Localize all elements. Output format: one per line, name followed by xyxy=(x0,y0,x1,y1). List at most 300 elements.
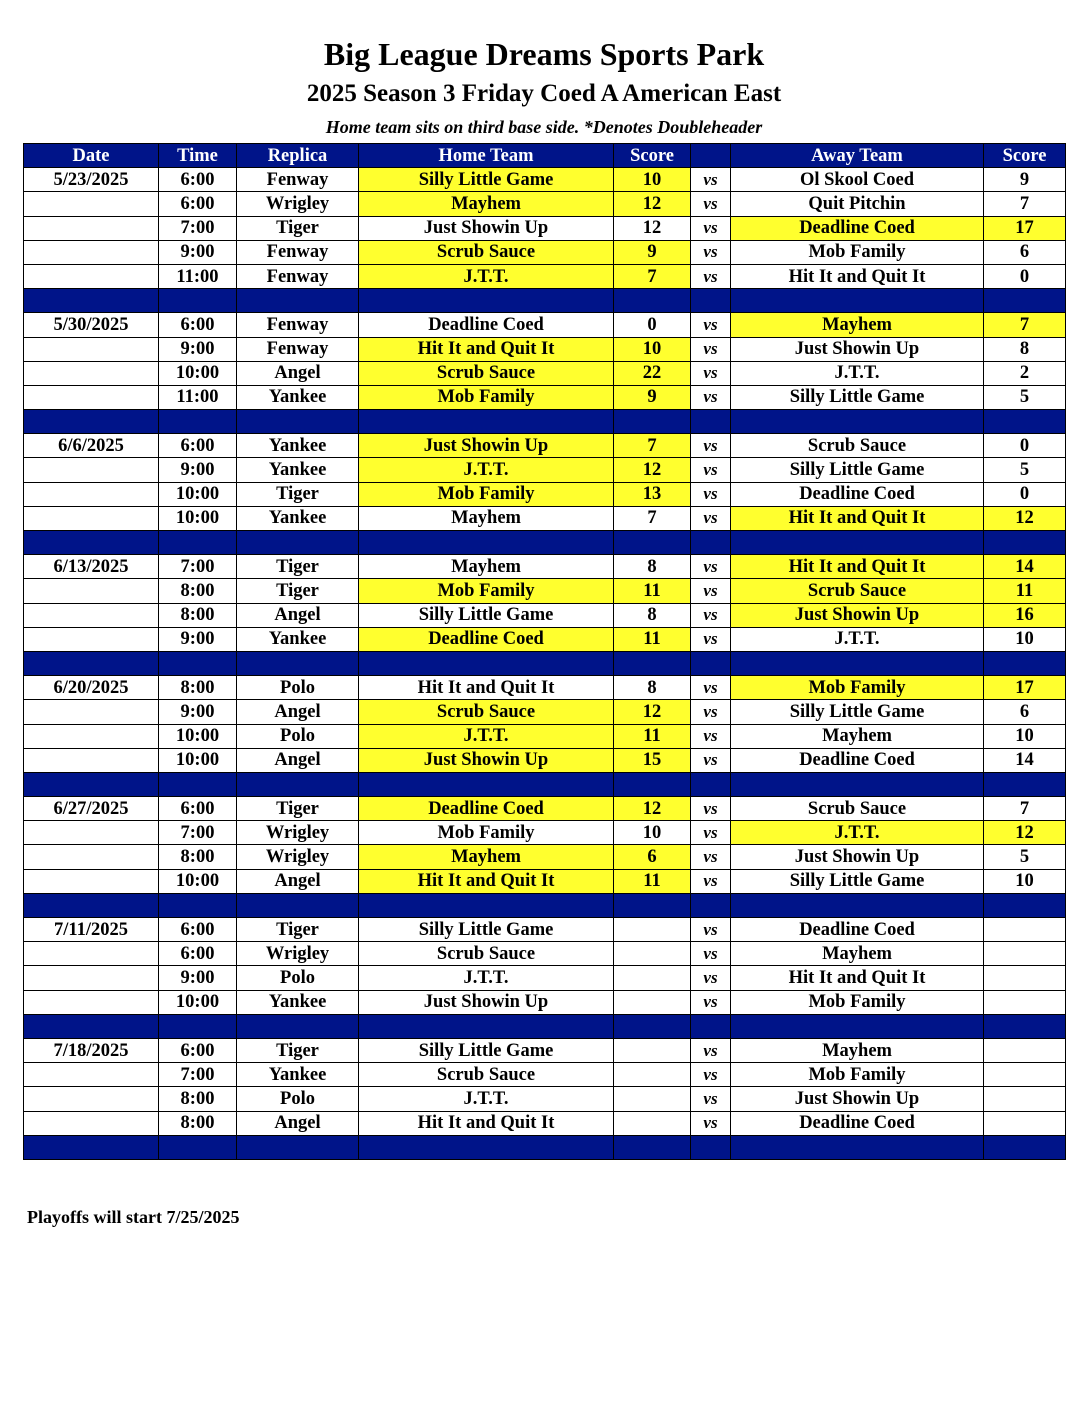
vs-cell: vs xyxy=(691,990,731,1014)
home-score-cell xyxy=(614,990,691,1014)
vs-cell: vs xyxy=(691,168,731,192)
time-cell: 6:00 xyxy=(159,1038,237,1062)
page-subtitle: 2025 Season 3 Friday Coed A American East xyxy=(306,80,782,107)
vs-cell: vs xyxy=(691,240,731,264)
table-row xyxy=(24,385,1066,409)
table-row xyxy=(24,506,1066,530)
playoffs-note: Playoffs will start 7/25/2025 xyxy=(27,1207,240,1227)
away-team-cell: Mob Family xyxy=(731,990,984,1014)
separator-cell xyxy=(691,1014,731,1038)
separator-cell xyxy=(159,772,237,796)
home-score-cell xyxy=(614,1063,691,1087)
time-cell: 10:00 xyxy=(159,990,237,1014)
date-cell: 6/13/2025 xyxy=(24,555,159,579)
away-score-cell: 0 xyxy=(984,434,1066,458)
home-team-cell: Deadline Coed xyxy=(359,797,614,821)
home-score-cell: 7 xyxy=(614,434,691,458)
home-team-cell: Hit It and Quit It xyxy=(359,337,614,361)
home-team-cell: Just Showin Up xyxy=(359,434,614,458)
away-score-cell: 11 xyxy=(984,579,1066,603)
date-cell xyxy=(24,506,159,530)
away-score-cell: 16 xyxy=(984,603,1066,627)
away-score-cell: 17 xyxy=(984,676,1066,700)
home-team-cell: J.T.T. xyxy=(359,966,614,990)
separator-cell xyxy=(237,651,359,675)
separator-cell xyxy=(614,893,691,917)
table-row xyxy=(24,627,1066,651)
away-team-cell: Quit Pitchin xyxy=(731,192,984,216)
home-team-cell: Scrub Sauce xyxy=(359,700,614,724)
vs-cell: vs xyxy=(691,1038,731,1062)
away-score-cell: 5 xyxy=(984,845,1066,869)
away-score-cell: 0 xyxy=(984,482,1066,506)
away-score-cell: 17 xyxy=(984,216,1066,240)
vs-cell: vs xyxy=(691,313,731,337)
table-row xyxy=(24,1087,1066,1111)
away-score-cell: 10 xyxy=(984,869,1066,893)
vs-cell: vs xyxy=(691,676,731,700)
table-row xyxy=(24,966,1066,990)
replica-cell: Wrigley xyxy=(237,192,359,216)
away-score-cell: 12 xyxy=(984,506,1066,530)
table-row xyxy=(24,458,1066,482)
week-separator-row xyxy=(24,289,1066,313)
table-row xyxy=(24,264,1066,288)
separator-cell xyxy=(614,1135,691,1159)
home-score-cell xyxy=(614,1087,691,1111)
replica-cell: Wrigley xyxy=(237,845,359,869)
date-cell xyxy=(24,264,159,288)
home-team-cell: J.T.T. xyxy=(359,724,614,748)
separator-cell xyxy=(731,410,984,434)
away-score-cell xyxy=(984,966,1066,990)
date-cell xyxy=(24,603,159,627)
time-cell: 8:00 xyxy=(159,676,237,700)
home-score-cell: 12 xyxy=(614,216,691,240)
time-cell: 9:00 xyxy=(159,458,237,482)
away-team-cell: Hit It and Quit It xyxy=(731,506,984,530)
replica-cell: Fenway xyxy=(237,264,359,288)
replica-cell: Angel xyxy=(237,869,359,893)
replica-cell: Wrigley xyxy=(237,821,359,845)
vs-cell: vs xyxy=(691,216,731,240)
date-cell xyxy=(24,192,159,216)
col-header-away-team: Away Team xyxy=(731,144,984,168)
home-team-cell: Scrub Sauce xyxy=(359,942,614,966)
table-row xyxy=(24,821,1066,845)
separator-cell xyxy=(359,893,614,917)
away-team-cell: Mob Family xyxy=(731,240,984,264)
vs-cell: vs xyxy=(691,1087,731,1111)
away-score-cell: 7 xyxy=(984,192,1066,216)
time-cell: 7:00 xyxy=(159,555,237,579)
home-score-cell xyxy=(614,1111,691,1135)
away-score-cell xyxy=(984,918,1066,942)
date-cell xyxy=(24,1087,159,1111)
time-cell: 11:00 xyxy=(159,264,237,288)
home-team-cell: Hit It and Quit It xyxy=(359,1111,614,1135)
separator-cell xyxy=(691,410,731,434)
col-header-time: Time xyxy=(159,144,237,168)
away-score-cell: 9 xyxy=(984,168,1066,192)
away-score-cell xyxy=(984,1111,1066,1135)
home-team-cell: Deadline Coed xyxy=(359,627,614,651)
date-cell xyxy=(24,482,159,506)
vs-cell: vs xyxy=(691,918,731,942)
home-team-cell: Just Showin Up xyxy=(359,990,614,1014)
time-cell: 7:00 xyxy=(159,821,237,845)
separator-cell xyxy=(237,289,359,313)
separator-cell xyxy=(984,410,1066,434)
replica-cell: Yankee xyxy=(237,434,359,458)
away-team-cell: Mob Family xyxy=(731,676,984,700)
replica-cell: Yankee xyxy=(237,458,359,482)
away-score-cell: 6 xyxy=(984,700,1066,724)
separator-cell xyxy=(24,1014,159,1038)
separator-cell xyxy=(237,772,359,796)
away-team-cell: Ol Skool Coed xyxy=(731,168,984,192)
separator-cell xyxy=(24,772,159,796)
home-score-cell: 22 xyxy=(614,361,691,385)
away-team-cell: Mayhem xyxy=(731,1038,984,1062)
away-team-cell: Silly Little Game xyxy=(731,385,984,409)
home-team-cell: Scrub Sauce xyxy=(359,1063,614,1087)
col-header-date: Date xyxy=(24,144,159,168)
col-header-home-team: Home Team xyxy=(359,144,614,168)
home-team-cell: Hit It and Quit It xyxy=(359,869,614,893)
replica-cell: Yankee xyxy=(237,990,359,1014)
home-score-cell: 10 xyxy=(614,337,691,361)
col-header-vs xyxy=(691,144,731,168)
separator-cell xyxy=(614,772,691,796)
week-separator-row xyxy=(24,772,1066,796)
home-score-cell: 8 xyxy=(614,603,691,627)
separator-cell xyxy=(237,1014,359,1038)
separator-cell xyxy=(614,651,691,675)
separator-cell xyxy=(24,531,159,555)
date-cell: 7/11/2025 xyxy=(24,918,159,942)
date-cell xyxy=(24,966,159,990)
table-row xyxy=(24,1063,1066,1087)
home-team-cell: Just Showin Up xyxy=(359,216,614,240)
home-score-cell: 9 xyxy=(614,240,691,264)
time-cell: 10:00 xyxy=(159,869,237,893)
vs-cell: vs xyxy=(691,1111,731,1135)
away-score-cell xyxy=(984,1038,1066,1062)
separator-cell xyxy=(691,531,731,555)
table-row xyxy=(24,845,1066,869)
away-score-cell: 8 xyxy=(984,337,1066,361)
away-team-cell: Deadline Coed xyxy=(731,216,984,240)
date-cell: 6/6/2025 xyxy=(24,434,159,458)
replica-cell: Tiger xyxy=(237,216,359,240)
replica-cell: Polo xyxy=(237,966,359,990)
vs-cell: vs xyxy=(691,361,731,385)
separator-cell xyxy=(237,531,359,555)
time-cell: 10:00 xyxy=(159,748,237,772)
away-team-cell: Deadline Coed xyxy=(731,918,984,942)
separator-cell xyxy=(691,893,731,917)
vs-cell: vs xyxy=(691,555,731,579)
away-score-cell xyxy=(984,1063,1066,1087)
separator-cell xyxy=(359,772,614,796)
date-cell: 6/20/2025 xyxy=(24,676,159,700)
away-team-cell: Scrub Sauce xyxy=(731,434,984,458)
separator-cell xyxy=(359,651,614,675)
date-cell xyxy=(24,361,159,385)
table-row xyxy=(24,555,1066,579)
replica-cell: Angel xyxy=(237,1111,359,1135)
away-team-cell: Deadline Coed xyxy=(731,1111,984,1135)
home-score-cell xyxy=(614,966,691,990)
table-row xyxy=(24,990,1066,1014)
separator-cell xyxy=(159,651,237,675)
separator-cell xyxy=(691,1135,731,1159)
replica-cell: Polo xyxy=(237,676,359,700)
replica-cell: Fenway xyxy=(237,337,359,361)
separator-cell xyxy=(731,531,984,555)
separator-cell xyxy=(731,1014,984,1038)
time-cell: 6:00 xyxy=(159,313,237,337)
time-cell: 10:00 xyxy=(159,482,237,506)
home-score-cell: 8 xyxy=(614,555,691,579)
vs-cell: vs xyxy=(691,192,731,216)
week-separator-row xyxy=(24,1014,1066,1038)
col-header-home-score: Score xyxy=(614,144,691,168)
home-score-cell: 13 xyxy=(614,482,691,506)
home-team-cell: J.T.T. xyxy=(359,458,614,482)
away-score-cell: 2 xyxy=(984,361,1066,385)
separator-cell xyxy=(614,1014,691,1038)
home-score-cell xyxy=(614,942,691,966)
replica-cell: Tiger xyxy=(237,482,359,506)
separator-cell xyxy=(691,651,731,675)
home-score-cell: 10 xyxy=(614,821,691,845)
replica-cell: Yankee xyxy=(237,1063,359,1087)
separator-cell xyxy=(24,289,159,313)
separator-cell xyxy=(359,289,614,313)
table-row xyxy=(24,240,1066,264)
separator-cell xyxy=(731,893,984,917)
date-cell: 5/23/2025 xyxy=(24,168,159,192)
replica-cell: Polo xyxy=(237,1087,359,1111)
time-cell: 10:00 xyxy=(159,361,237,385)
date-cell xyxy=(24,942,159,966)
away-score-cell: 14 xyxy=(984,748,1066,772)
vs-cell: vs xyxy=(691,506,731,530)
home-team-cell: Just Showin Up xyxy=(359,748,614,772)
away-team-cell: Hit It and Quit It xyxy=(731,264,984,288)
home-team-cell: Mob Family xyxy=(359,579,614,603)
home-score-cell: 12 xyxy=(614,797,691,821)
table-row xyxy=(24,797,1066,821)
away-score-cell: 0 xyxy=(984,264,1066,288)
time-cell: 9:00 xyxy=(159,240,237,264)
home-team-cell: Scrub Sauce xyxy=(359,240,614,264)
home-score-cell: 7 xyxy=(614,264,691,288)
home-score-cell: 15 xyxy=(614,748,691,772)
time-cell: 9:00 xyxy=(159,700,237,724)
home-team-cell: Mob Family xyxy=(359,385,614,409)
separator-cell xyxy=(984,1135,1066,1159)
away-score-cell: 12 xyxy=(984,821,1066,845)
date-cell xyxy=(24,458,159,482)
vs-cell: vs xyxy=(691,821,731,845)
home-score-cell: 11 xyxy=(614,869,691,893)
time-cell: 6:00 xyxy=(159,434,237,458)
date-cell xyxy=(24,337,159,361)
separator-cell xyxy=(159,410,237,434)
table-row xyxy=(24,361,1066,385)
separator-cell xyxy=(159,289,237,313)
header-note: Home team sits on third base side. *Denotes Doubleheader xyxy=(325,117,763,137)
time-cell: 9:00 xyxy=(159,627,237,651)
home-team-cell: Mob Family xyxy=(359,821,614,845)
table-row xyxy=(24,676,1066,700)
week-separator-row xyxy=(24,410,1066,434)
time-cell: 8:00 xyxy=(159,603,237,627)
table-row xyxy=(24,337,1066,361)
vs-cell: vs xyxy=(691,482,731,506)
home-team-cell: Mayhem xyxy=(359,845,614,869)
date-cell xyxy=(24,724,159,748)
vs-cell: vs xyxy=(691,869,731,893)
away-score-cell: 7 xyxy=(984,313,1066,337)
away-team-cell: Mayhem xyxy=(731,313,984,337)
separator-cell xyxy=(237,1135,359,1159)
separator-cell xyxy=(24,893,159,917)
table-row xyxy=(24,579,1066,603)
away-team-cell: Just Showin Up xyxy=(731,1087,984,1111)
replica-cell: Fenway xyxy=(237,168,359,192)
separator-cell xyxy=(159,1014,237,1038)
home-team-cell: Silly Little Game xyxy=(359,1038,614,1062)
separator-cell xyxy=(691,772,731,796)
home-score-cell: 12 xyxy=(614,700,691,724)
separator-cell xyxy=(24,1135,159,1159)
separator-cell xyxy=(984,893,1066,917)
replica-cell: Angel xyxy=(237,700,359,724)
week-separator-row xyxy=(24,651,1066,675)
replica-cell: Polo xyxy=(237,724,359,748)
date-cell xyxy=(24,700,159,724)
col-header-replica: Replica xyxy=(237,144,359,168)
away-team-cell: Mayhem xyxy=(731,942,984,966)
away-team-cell: J.T.T. xyxy=(731,361,984,385)
table-row xyxy=(24,1111,1066,1135)
separator-cell xyxy=(159,893,237,917)
time-cell: 7:00 xyxy=(159,216,237,240)
time-cell: 11:00 xyxy=(159,385,237,409)
separator-cell xyxy=(614,289,691,313)
home-team-cell: Mayhem xyxy=(359,192,614,216)
table-row xyxy=(24,192,1066,216)
away-team-cell: Just Showin Up xyxy=(731,603,984,627)
separator-cell xyxy=(984,772,1066,796)
home-team-cell: Mayhem xyxy=(359,506,614,530)
home-team-cell: J.T.T. xyxy=(359,1087,614,1111)
table-row xyxy=(24,216,1066,240)
table-row xyxy=(24,700,1066,724)
date-cell xyxy=(24,990,159,1014)
separator-cell xyxy=(731,289,984,313)
vs-cell: vs xyxy=(691,579,731,603)
time-cell: 6:00 xyxy=(159,797,237,821)
time-cell: 10:00 xyxy=(159,724,237,748)
time-cell: 6:00 xyxy=(159,942,237,966)
date-cell xyxy=(24,1063,159,1087)
table-row xyxy=(24,724,1066,748)
home-score-cell: 7 xyxy=(614,506,691,530)
separator-cell xyxy=(359,1014,614,1038)
replica-cell: Tiger xyxy=(237,555,359,579)
separator-cell xyxy=(984,1014,1066,1038)
time-cell: 8:00 xyxy=(159,1111,237,1135)
time-cell: 6:00 xyxy=(159,918,237,942)
table-row xyxy=(24,434,1066,458)
away-score-cell: 7 xyxy=(984,797,1066,821)
home-team-cell: Silly Little Game xyxy=(359,918,614,942)
replica-cell: Fenway xyxy=(237,240,359,264)
table-row xyxy=(24,1038,1066,1062)
vs-cell: vs xyxy=(691,385,731,409)
table-row xyxy=(24,168,1066,192)
date-cell xyxy=(24,240,159,264)
vs-cell: vs xyxy=(691,458,731,482)
date-cell xyxy=(24,579,159,603)
away-team-cell: Hit It and Quit It xyxy=(731,555,984,579)
separator-cell xyxy=(359,1135,614,1159)
home-score-cell: 12 xyxy=(614,458,691,482)
date-cell xyxy=(24,216,159,240)
table-row xyxy=(24,869,1066,893)
home-score-cell: 9 xyxy=(614,385,691,409)
vs-cell: vs xyxy=(691,264,731,288)
time-cell: 6:00 xyxy=(159,192,237,216)
separator-cell xyxy=(731,1135,984,1159)
away-team-cell: J.T.T. xyxy=(731,821,984,845)
away-team-cell: Deadline Coed xyxy=(731,748,984,772)
replica-cell: Yankee xyxy=(237,506,359,530)
replica-cell: Tiger xyxy=(237,918,359,942)
away-team-cell: Silly Little Game xyxy=(731,869,984,893)
away-team-cell: Just Showin Up xyxy=(731,337,984,361)
date-cell: 5/30/2025 xyxy=(24,313,159,337)
time-cell: 7:00 xyxy=(159,1063,237,1087)
table-row xyxy=(24,482,1066,506)
home-score-cell xyxy=(614,1038,691,1062)
away-score-cell: 10 xyxy=(984,627,1066,651)
vs-cell: vs xyxy=(691,627,731,651)
vs-cell: vs xyxy=(691,942,731,966)
away-team-cell: Silly Little Game xyxy=(731,700,984,724)
separator-cell xyxy=(359,410,614,434)
away-team-cell: Scrub Sauce xyxy=(731,797,984,821)
time-cell: 8:00 xyxy=(159,1087,237,1111)
away-team-cell: Deadline Coed xyxy=(731,482,984,506)
home-score-cell: 8 xyxy=(614,676,691,700)
separator-cell xyxy=(731,772,984,796)
date-cell xyxy=(24,627,159,651)
vs-cell: vs xyxy=(691,603,731,627)
vs-cell: vs xyxy=(691,434,731,458)
replica-cell: Angel xyxy=(237,748,359,772)
time-cell: 8:00 xyxy=(159,579,237,603)
away-score-cell: 5 xyxy=(984,385,1066,409)
vs-cell: vs xyxy=(691,337,731,361)
vs-cell: vs xyxy=(691,966,731,990)
replica-cell: Angel xyxy=(237,361,359,385)
